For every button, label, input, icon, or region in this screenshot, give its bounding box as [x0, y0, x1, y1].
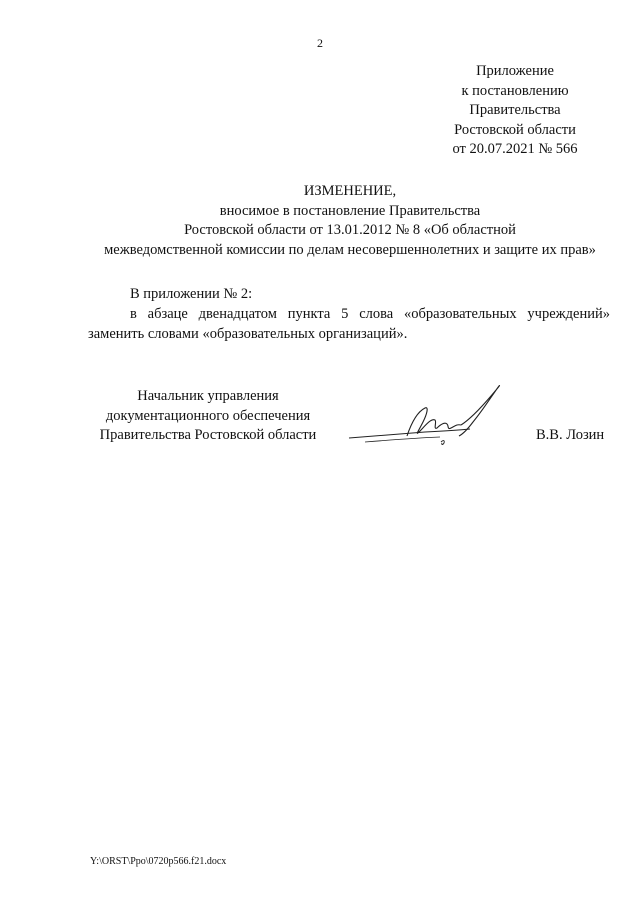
file-path-footer: Y:\ORST\Ppo\0720p566.f21.docx — [90, 856, 227, 867]
appendix-line: Приложение — [476, 63, 554, 79]
title-line: Ростовской области от 13.01.2012 № 8 «Об областной — [184, 222, 516, 238]
appendix-line: от 20.07.2021 № 566 — [452, 141, 578, 157]
page-number: 2 — [317, 36, 323, 50]
document-body — [88, 284, 610, 344]
position-line: Правительства Ростовской области — [99, 427, 317, 443]
body-paragraph-line: заменить словами «образовательных организаций». — [88, 326, 408, 342]
appendix-line: к постановлению — [461, 82, 569, 99]
appendix-line: Ростовской области — [454, 121, 576, 138]
position-line: Начальник управления — [137, 388, 279, 404]
signatory-position — [88, 387, 328, 446]
title-line: межведомственной комиссии по делам несовершеннолетних и защите их прав» — [104, 241, 596, 258]
signatory-name: В.В. Лозин — [536, 427, 605, 443]
handwritten-signature — [345, 380, 510, 455]
position-line: документационного обеспечения — [105, 407, 311, 424]
title-line: вносимое в постановление Правительства — [219, 202, 481, 219]
document-title — [80, 182, 620, 260]
title-heading: ИЗМЕНЕНИЕ, — [303, 183, 397, 199]
body-paragraph-line: в абзаце двенадцатом пункта 5 слова «образовательных учреждений» — [130, 306, 610, 322]
appendix-header — [430, 62, 600, 160]
appendix-line: Правительства — [469, 102, 561, 118]
body-intro: В приложении № 2: — [130, 286, 253, 302]
